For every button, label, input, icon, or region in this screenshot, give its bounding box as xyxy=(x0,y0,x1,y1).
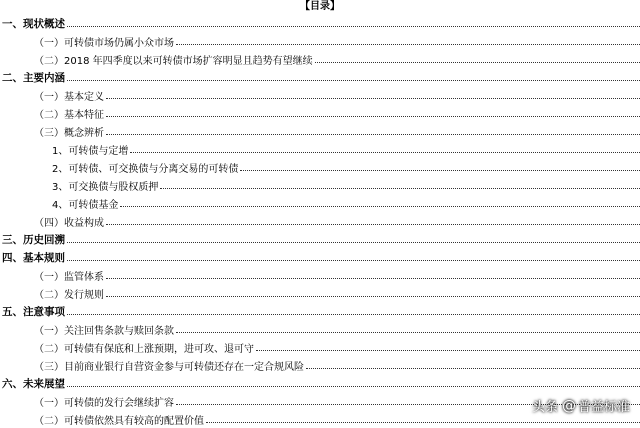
toc-leader-dots xyxy=(315,62,640,63)
toc-entry-text: （二）发行规则 xyxy=(34,289,104,301)
toc-entry-text: 五、注意事项 xyxy=(2,305,65,318)
toc-leader-dots xyxy=(67,260,640,261)
toc-leader-dots xyxy=(256,350,640,351)
toc-entry-level-1[interactable] xyxy=(0,302,640,320)
toc-entry-level-2[interactable] xyxy=(0,266,640,284)
toc-leader-dots xyxy=(106,116,640,117)
toc-entry-text: （一）可转债市场仍属小众市场 xyxy=(34,37,174,49)
toc-leader-dots xyxy=(67,242,640,243)
toc-leader-dots xyxy=(67,386,640,387)
toc-leader-dots xyxy=(306,368,640,369)
toc-leader-dots xyxy=(206,422,640,423)
toc-leader-dots xyxy=(120,206,640,207)
toc-entry-level-2[interactable] xyxy=(0,104,640,122)
toc-entry-text: （一）监管体系 xyxy=(34,271,104,283)
toc-entry-level-2[interactable] xyxy=(0,284,640,302)
toc-entry-text: 一、现状概述 xyxy=(2,17,65,30)
toc-entry-level-1[interactable] xyxy=(0,14,640,32)
toc-entry-level-3[interactable] xyxy=(0,140,640,158)
watermark xyxy=(532,396,630,415)
toc-entry-level-3[interactable] xyxy=(0,176,640,194)
toc-entry-text: （二）可转债依然具有较高的配置价值 xyxy=(34,415,204,427)
toc-entry-text: （一）可转债的发行会继续扩容 xyxy=(34,397,174,409)
toc-entry-text: 二、主要内涵 xyxy=(2,71,65,84)
toc-entry-level-1[interactable] xyxy=(0,68,640,86)
toc-entry-level-2[interactable] xyxy=(0,320,640,338)
toc-entry-text: 四、基本规则 xyxy=(2,251,65,264)
toc-entry-text: （一）基本定义 xyxy=(34,91,104,103)
toc-entry-text: 3、可交换债与股权质押 xyxy=(52,181,159,193)
toc-leader-dots xyxy=(106,98,640,99)
toc-entry-level-1[interactable] xyxy=(0,374,640,392)
toc-leader-dots xyxy=(106,296,640,297)
toc-entry-text: 4、可转债基金 xyxy=(52,199,119,211)
toc-entry-level-3[interactable] xyxy=(0,194,640,212)
toc-entry-level-2[interactable] xyxy=(0,32,640,50)
toc-entry-text: （四）收益构成 xyxy=(34,217,104,229)
toc-leader-dots xyxy=(67,314,640,315)
toc-leader-dots xyxy=(106,224,640,225)
toc-entry-level-1[interactable] xyxy=(0,230,640,248)
toc-entry-text: 1、可转债与定增 xyxy=(52,145,129,157)
at-sign-icon: @ xyxy=(561,397,576,414)
toc-entry-level-2[interactable] xyxy=(0,356,640,374)
toc-entry-text: （一）关注回售条款与赎回条款 xyxy=(34,325,174,337)
toc-entry-text: （二）2018 年四季度以来可转债市场扩容明显且趋势有望继续 xyxy=(34,55,313,67)
toc-entry-level-2[interactable] xyxy=(0,86,640,104)
toc-entry-level-2[interactable] xyxy=(0,212,640,230)
toc-entry-text: 2、可转债、可交换债与分离交易的可转债 xyxy=(52,163,239,175)
toc-leader-dots xyxy=(106,278,640,279)
watermark-prefix: 头条 xyxy=(531,400,558,415)
toc-entry-text: （二）可转债有保底和上涨预期，进可攻、退可守 xyxy=(34,343,254,355)
toc-entry-level-2[interactable] xyxy=(0,50,640,68)
toc-entry-text: （三）目前商业银行自营资金参与可转债还存在一定合规风险 xyxy=(34,361,304,373)
toc-leader-dots xyxy=(67,26,640,27)
toc-leader-dots xyxy=(130,152,640,153)
toc-leader-dots xyxy=(176,332,640,333)
toc-leader-dots xyxy=(160,188,640,189)
toc-leader-dots xyxy=(240,170,640,171)
toc-entry-level-2[interactable] xyxy=(0,122,640,140)
toc-leader-dots xyxy=(67,80,640,81)
toc-entry-text: 六、未来展望 xyxy=(2,377,65,390)
toc-leader-dots xyxy=(106,134,640,135)
toc-entry-level-1[interactable] xyxy=(0,248,640,266)
toc-entry-text: （三）概念辨析 xyxy=(34,127,104,139)
toc-leader-dots xyxy=(176,44,640,45)
toc-entry-level-3[interactable] xyxy=(0,158,640,176)
toc-entry-text: 三、历史回溯 xyxy=(2,233,65,246)
toc-entry-text: （二）基本特征 xyxy=(34,109,104,121)
watermark-handle: 普益标准 xyxy=(577,400,630,415)
toc-title: 【目录】 xyxy=(300,1,340,12)
toc-entry-level-2[interactable] xyxy=(0,338,640,356)
